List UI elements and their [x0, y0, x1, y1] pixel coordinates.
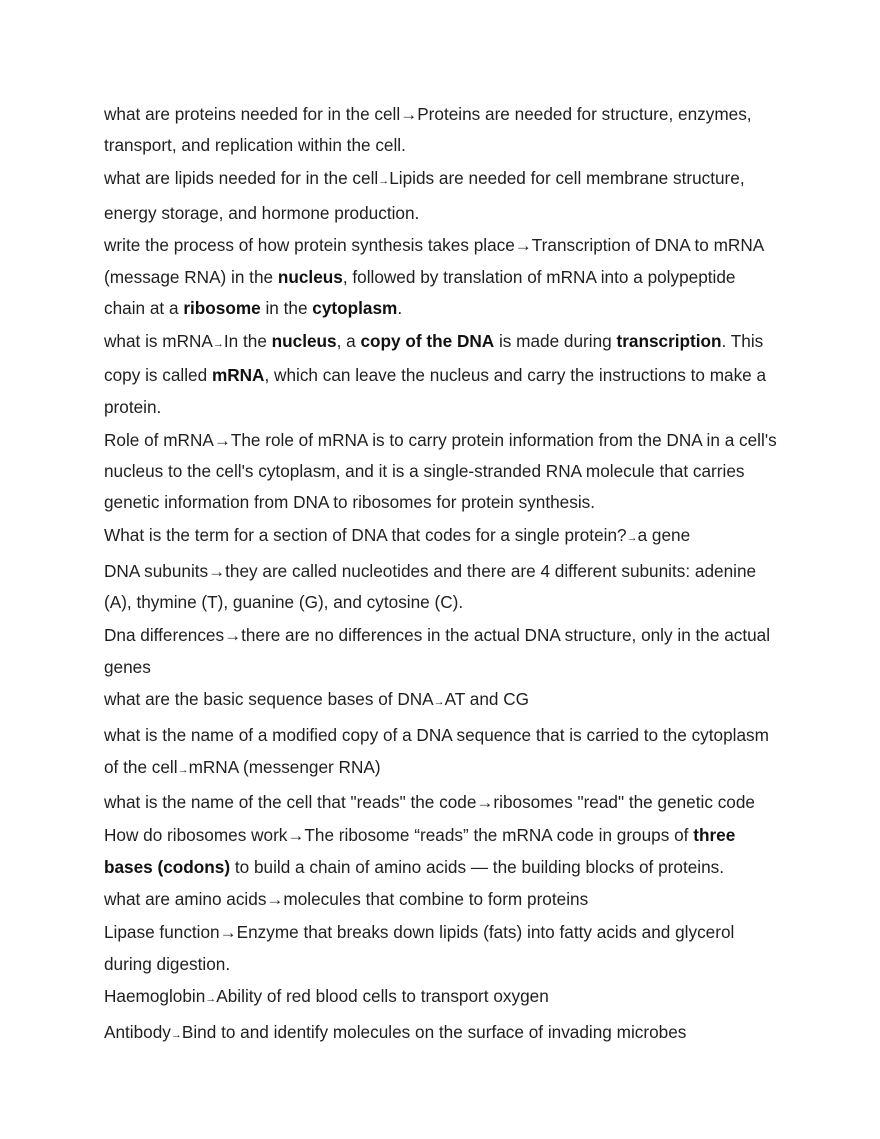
- entry-text: mRNA (messenger RNA): [188, 756, 381, 777]
- arrow-icon: →: [514, 236, 532, 256]
- bold-term: transcription: [616, 331, 722, 352]
- entry-text: . This copy is called: [104, 331, 764, 386]
- entry-text: Lipase function: [104, 922, 220, 943]
- flashcard-entry: [104, 425, 780, 519]
- entry-text: Transcription of DNA to mRNA (message RNA) in the: [104, 235, 764, 287]
- entry-text: Ability of red blood cells to transport oxygen: [216, 986, 549, 1007]
- entry-text: a gene: [637, 525, 691, 546]
- arrow-icon: →: [400, 105, 418, 124]
- entry-text: ribosomes "read" the genetic code: [493, 792, 755, 813]
- flashcard-entry: [104, 820, 780, 883]
- flashcard-entry: [104, 917, 780, 980]
- arrow-icon: →: [626, 532, 638, 545]
- entry-text: what is the name of a modified copy of a DNA sequence that is carried to the cytoplasm of the cell: [104, 725, 769, 777]
- entry-text: they are called nucleotides and there are 4 different subunits: adenine (A), thymine (T), guanine (G), and cytosine (C).: [104, 561, 757, 613]
- arrow-icon: →: [219, 923, 237, 943]
- entry-text: Proteins are needed for structure, enzymes, transport, and replication within the cell.: [104, 104, 752, 156]
- bold-term: nucleus: [277, 266, 343, 287]
- entry-text: The ribosome “reads” the mRNA code in groups of: [304, 825, 694, 846]
- entry-text: The role of mRNA is to carry protein information from the DNA in a cell's nucleus to the cell's cytoplasm, and it is a single-stranded RNA molecule that carries genetic information from DNA to ribosomes for protein synthesis.: [104, 429, 777, 513]
- flashcard-entry: [104, 326, 780, 423]
- flashcard-entry: [104, 230, 780, 324]
- flashcard-entry: [104, 520, 780, 554]
- entry-text: in the: [260, 298, 313, 319]
- entry-text: How do ribosomes work: [104, 825, 288, 846]
- document-body: [104, 99, 780, 1053]
- bold-term: three bases (codons): [104, 825, 736, 877]
- entry-text: , which can leave the nucleus and carry the instructions to make a protein.: [104, 365, 767, 417]
- arrow-icon: →: [212, 338, 224, 351]
- bold-term: cytoplasm: [312, 298, 398, 319]
- flashcard-entry: [104, 99, 780, 162]
- arrow-icon: →: [287, 826, 305, 846]
- flashcard-entry: [104, 556, 780, 619]
- flashcard-entry: [104, 620, 780, 683]
- entry-text: write the process of how protein synthesis takes place: [104, 235, 515, 256]
- entry-text: , a: [336, 331, 361, 352]
- arrow-icon: →: [208, 562, 226, 582]
- entry-text: what is mRNA: [104, 331, 213, 352]
- entry-text: Enzyme that breaks down lipids (fats) into fatty acids and glycerol during digestion.: [104, 922, 735, 974]
- flashcard-entry: [104, 1017, 780, 1051]
- flashcard-entry: [104, 981, 780, 1015]
- arrow-icon: →: [213, 430, 231, 450]
- entry-text: In the: [223, 331, 272, 352]
- arrow-icon: →: [378, 175, 390, 188]
- entry-text: What is the term for a section of DNA that codes for a single protein?: [104, 525, 627, 546]
- entry-text: Role of mRNA: [104, 429, 214, 450]
- arrow-icon: →: [205, 993, 217, 1006]
- flashcard-entry: [104, 720, 780, 786]
- bold-term: mRNA: [211, 365, 265, 386]
- arrow-icon: →: [266, 890, 284, 910]
- entry-text: Bind to and identify molecules on the surface of invading microbes: [181, 1022, 687, 1043]
- bold-term: ribosome: [183, 298, 261, 319]
- arrow-icon: →: [476, 793, 494, 813]
- entry-text: Lipids are needed for cell membrane structure, energy storage, and hormone production.: [104, 168, 745, 223]
- bold-term: nucleus: [271, 331, 337, 352]
- flashcard-entry: [104, 884, 780, 915]
- entry-text: Antibody: [104, 1022, 171, 1043]
- entry-text: to build a chain of amino acids — the building blocks of proteins.: [230, 856, 725, 877]
- entry-text: AT and CG: [444, 689, 530, 710]
- entry-text: molecules that combine to form proteins: [283, 889, 589, 910]
- entry-text: what are amino acids: [104, 889, 267, 910]
- arrow-icon: →: [177, 763, 189, 776]
- entry-text: DNA subunits: [104, 561, 209, 582]
- entry-text: , followed by translation of mRNA into a polypeptide chain at a: [104, 266, 736, 319]
- entry-text: there are no differences in the actual DNA structure, only in the actual genes: [104, 625, 771, 677]
- entry-text: Dna differences: [104, 625, 225, 646]
- entry-text: .: [397, 298, 403, 319]
- flashcard-entry: [104, 684, 780, 718]
- entry-text: what are proteins needed for in the cell: [104, 104, 401, 124]
- entry-text: what is the name of the cell that "reads" the code: [104, 792, 477, 813]
- entry-text: is made during: [494, 331, 617, 352]
- entry-text: what are the basic sequence bases of DNA: [104, 689, 434, 710]
- entry-text: what are lipids needed for in the cell: [104, 168, 379, 189]
- arrow-icon: →: [224, 626, 242, 646]
- bold-term: copy of the DNA: [360, 331, 495, 352]
- entry-text: Haemoglobin: [104, 986, 206, 1007]
- flashcard-entry: [104, 787, 780, 818]
- flashcard-entry: [104, 163, 780, 229]
- arrow-icon: →: [433, 696, 445, 709]
- arrow-icon: →: [170, 1029, 182, 1042]
